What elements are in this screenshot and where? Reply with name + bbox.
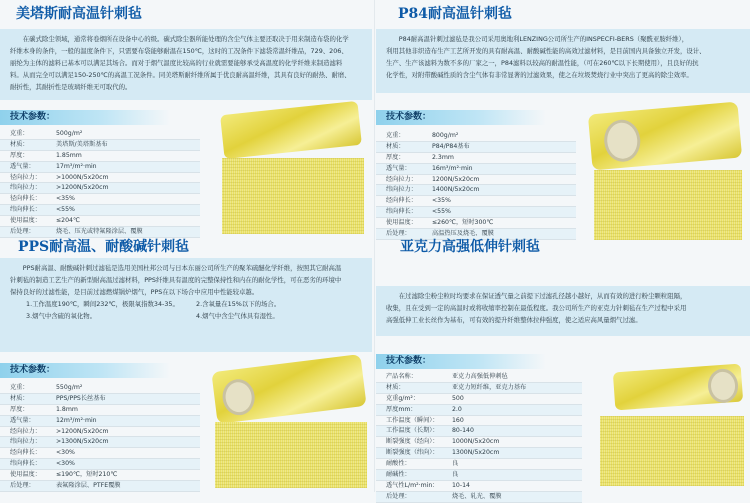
spec-row bbox=[376, 372, 582, 383]
point-item: 2.含氧量在15%以下的场合。 bbox=[196, 300, 281, 308]
spec-row bbox=[0, 416, 200, 427]
fabric-swatch-image bbox=[600, 416, 744, 486]
spec-row bbox=[0, 448, 200, 459]
fabric-swatch-image bbox=[215, 422, 367, 488]
panel-p84 bbox=[376, 0, 750, 248]
spec-key: 材质： bbox=[386, 142, 405, 150]
spec-key: 厚度： bbox=[386, 153, 405, 161]
spec-key: 透气量： bbox=[386, 164, 411, 172]
spec-row bbox=[376, 492, 582, 503]
desc-line: 收集，且在受到一定的高温时或将收缩率控制在最低程度。我公司所生产的亚克力针刺毡在生产过程中采用 bbox=[386, 304, 687, 312]
spec-key: 断裂强度（纬向）： bbox=[386, 449, 439, 457]
spec-value: 12m³/m²·min bbox=[56, 416, 97, 424]
spec-row bbox=[376, 416, 582, 427]
spec-row bbox=[0, 162, 200, 173]
desc-line: 保持良好的过滤性能，是目前过滤燃煤锅炉烟气，PPS在以下场合中应用中性能较卓越。 bbox=[10, 288, 259, 296]
spec-key: 后处理： bbox=[10, 482, 35, 490]
spec-key: 后处理： bbox=[386, 492, 411, 500]
spec-value: 500g/m² bbox=[56, 130, 83, 137]
spec-key: 克重： bbox=[386, 132, 405, 139]
spec-row bbox=[0, 129, 200, 140]
spec-value: 高温热压及烧毛、覆膜 bbox=[432, 230, 494, 238]
spec-key: 纬向伸长： bbox=[10, 460, 41, 468]
point-item: 1.工作温度190℃，瞬间232℃，极限氧指数34-35。 bbox=[26, 300, 179, 308]
spec-value: 160 bbox=[452, 416, 464, 424]
fabric-swatch-image bbox=[222, 158, 364, 234]
spec-row bbox=[0, 173, 200, 184]
spec-value: <55% bbox=[432, 208, 451, 216]
spec-key: 纬向伸长： bbox=[10, 206, 41, 214]
desc-line: 针刺毡的制造工艺生产的新型耐高温过滤材料，PPS纤维具有温度的完整保持性和内在的耐化学性，可在恶劣的环境中 bbox=[10, 276, 342, 284]
spec-value: <30% bbox=[56, 460, 75, 468]
spec-value: 1300N/5x20cm bbox=[452, 449, 500, 457]
spec-row bbox=[0, 383, 200, 394]
spec-value: 烧毛、轧光、覆膜 bbox=[452, 492, 502, 500]
spec-key: 经向伸长： bbox=[10, 449, 41, 457]
spec-value: 10-14 bbox=[452, 481, 470, 489]
panel-description bbox=[0, 29, 372, 100]
spec-key: 材质： bbox=[10, 394, 29, 402]
spec-row bbox=[0, 470, 200, 481]
spec-table bbox=[0, 129, 200, 238]
desc-line: 生产、生产该滤料为数不多的厂家之一，P84滤料以较高的耐温性能，（可在260℃以下长期使用），且良好的抗 bbox=[386, 59, 699, 67]
desc-line: 料。从而完全可以满足150-250℃的高温工况条件。同美塔斯耐纤维所属于优良耐高温纤维，其具有良好的耐热、耐磨、 bbox=[10, 71, 351, 79]
spec-value: 1200N/5x20cm bbox=[432, 175, 480, 183]
spec-key: 纬向拉力： bbox=[10, 184, 41, 192]
desc-line: PPS耐高温、耐酸碱针刺过滤毡是选用美国杜邦公司与日本东丽公司所生产的聚苯硫醚化学纤维，按照其它耐高温 bbox=[22, 264, 342, 272]
spec-key: 厚度： bbox=[10, 151, 29, 159]
filter-bag-image bbox=[211, 354, 366, 424]
panel-title: 亚克力高强低伸针刺毡 bbox=[400, 239, 540, 255]
spec-value: 2.0 bbox=[452, 405, 462, 413]
spec-row bbox=[376, 481, 582, 492]
spec-row bbox=[376, 437, 582, 448]
spec-key: 厚度mm： bbox=[386, 405, 417, 413]
spec-row bbox=[0, 151, 200, 162]
spec-row bbox=[0, 205, 200, 216]
panel-description bbox=[376, 29, 750, 93]
spec-key: 耐碱性： bbox=[386, 471, 411, 479]
spec-value: ≤190℃，短时210℃ bbox=[56, 471, 118, 479]
spec-row bbox=[376, 153, 576, 164]
spec-value: ≤260℃，短时300℃ bbox=[432, 219, 494, 227]
spec-value: <35% bbox=[432, 197, 451, 205]
spec-value: >1000N/5x20cm bbox=[56, 173, 109, 181]
spec-key: 使用温度： bbox=[10, 217, 41, 225]
spec-key: 克重： bbox=[10, 384, 29, 391]
spec-row bbox=[0, 427, 200, 438]
spec-row bbox=[0, 194, 200, 205]
spec-value: P84/P84基布 bbox=[432, 142, 470, 150]
panel-description bbox=[0, 258, 372, 352]
spec-value: 美塔斯/美塔斯基布 bbox=[56, 140, 108, 148]
spec-row bbox=[0, 227, 200, 238]
desc-line: 丽纶为主体的滤料已基本可以满足其场合。而对于烟气温度比较高的行业就需要能够承受高温度的化学纤维来制造滤料 bbox=[10, 59, 343, 67]
spec-value: 1.85mm bbox=[56, 151, 82, 159]
desc-line: 在过滤除尘粉尘粒时均要求在保证透气量之前提下过滤孔径越小越好，从而有效的进行粉尘颗粒阻隔， bbox=[398, 292, 687, 300]
spec-key: 纬向拉力： bbox=[10, 438, 41, 446]
points-row bbox=[10, 310, 362, 322]
spec-key: 纬向拉力： bbox=[386, 186, 417, 194]
spec-value: >1200N/5x20cm bbox=[56, 184, 109, 192]
desc-line: 耐折性，其耐折性是玻璃纤维无可取代的。 bbox=[10, 83, 132, 91]
spec-key: 纬向伸长： bbox=[386, 208, 417, 216]
spec-key: 克重g/m²： bbox=[386, 394, 420, 402]
spec-row bbox=[376, 470, 582, 481]
point-item: 4.烟气中含尘气体具有湿性。 bbox=[196, 312, 279, 320]
spec-value: 亚克力短纤维，亚克力基布 bbox=[452, 383, 527, 391]
spec-key: 经向拉力： bbox=[386, 175, 417, 183]
spec-row bbox=[0, 183, 200, 194]
spec-value: 良 bbox=[452, 460, 459, 468]
spec-value: 550g/m² bbox=[56, 384, 83, 391]
spec-key: 耐酸性： bbox=[386, 460, 411, 468]
fabric-swatch-image bbox=[594, 170, 742, 240]
desc-line: P84耐高温针刺过滤毡是我公司采用奥地利LENZING公司所生产的INSPECFI-BERS（聚酰亚胺纤维）， bbox=[398, 35, 689, 43]
spec-value: <30% bbox=[56, 449, 75, 457]
panel-description bbox=[376, 286, 750, 336]
panel-title: 美塔斯耐高温针刺毡 bbox=[16, 6, 142, 22]
spec-key: 径向伸长： bbox=[10, 195, 41, 203]
spec-row bbox=[376, 207, 576, 218]
desc-line: 高强低伸工业长丝作为基布，可有效的提升纤维整体拉伸强度，使之适应高风量烟气过滤。 bbox=[386, 316, 642, 324]
spec-row bbox=[376, 383, 582, 394]
spec-row bbox=[376, 426, 582, 437]
panel-pps bbox=[0, 239, 372, 492]
desc-line: 化学性，对附带酸碱性质的含尘气体有非常显著的过滤效果，使之在垃圾焚烧行业中突出了更高的除尘效率。 bbox=[386, 71, 693, 79]
spec-value: 800g/m² bbox=[432, 132, 459, 139]
spec-key: 经向拉力： bbox=[10, 427, 41, 435]
panel-title: PPS耐高温、耐酸碱针刺毡 bbox=[18, 239, 190, 255]
spec-table bbox=[0, 383, 200, 492]
spec-header: 技术参数： bbox=[376, 354, 546, 369]
spec-row bbox=[0, 459, 200, 470]
spec-value: 17m³/m²·min bbox=[56, 162, 97, 170]
spec-value: >1300N/5x20cm bbox=[56, 438, 109, 446]
bag-ring bbox=[602, 118, 642, 163]
desc-line: 利用其他非织造布生产工艺所开发的具有耐高温、耐酸碱性能的高效过滤材料，是目前国内具备独立开发，设计、 bbox=[386, 47, 706, 55]
spec-key: 材质： bbox=[10, 140, 29, 148]
spec-row bbox=[376, 131, 576, 142]
spec-key: 透气量： bbox=[10, 162, 35, 170]
desc-line: 纤维本身的条件，一般的温度条件下，只需要布袋能够耐温在150℃，这时的工况条件下滤袋常温纤维品，729、206、 bbox=[10, 47, 348, 55]
filter-bag-image bbox=[613, 364, 743, 411]
spec-row bbox=[376, 459, 582, 470]
spec-header: 技术参数： bbox=[0, 363, 170, 378]
spec-value: 1000N/5x20cm bbox=[452, 438, 500, 446]
spec-key: 透气量： bbox=[10, 416, 35, 424]
spec-key: 经向伸长： bbox=[386, 197, 417, 205]
spec-value: 烧毛、压光或特氟隆涂层、覆膜 bbox=[56, 228, 143, 236]
spec-row bbox=[0, 216, 200, 227]
spec-row bbox=[376, 218, 576, 229]
spec-row bbox=[0, 394, 200, 405]
bag-ring bbox=[221, 377, 257, 417]
spec-key: 透气性L/m²·min： bbox=[386, 481, 439, 489]
points-row bbox=[10, 298, 362, 310]
spec-value: ≤204℃ bbox=[56, 217, 80, 225]
spec-value: PPS/PPS长丝基布 bbox=[56, 394, 106, 402]
spec-row bbox=[0, 437, 200, 448]
spec-value: 2.3mm bbox=[432, 153, 454, 161]
spec-row bbox=[376, 142, 576, 153]
spec-key: 工作温度（瞬间）： bbox=[386, 416, 439, 424]
spec-value: 表氟隆涂层、PTFE覆膜 bbox=[56, 482, 121, 490]
spec-key: 材质： bbox=[386, 383, 405, 391]
panel-metamax bbox=[0, 0, 372, 248]
spec-row bbox=[376, 394, 582, 405]
spec-key: 工作温度（长期）： bbox=[386, 427, 439, 435]
spec-value: >1200N/5x20cm bbox=[56, 427, 109, 435]
spec-row bbox=[376, 185, 576, 196]
spec-key: 厚度： bbox=[10, 405, 29, 413]
panel-title: P84耐高温针刺毡 bbox=[398, 6, 513, 22]
spec-value: 1.8mm bbox=[56, 405, 78, 413]
spec-value: 亚克力高强低伸刺毡 bbox=[452, 373, 508, 380]
bag-ring bbox=[707, 368, 739, 404]
spec-header: 技术参数： bbox=[0, 110, 170, 125]
spec-key: 后处理： bbox=[386, 230, 411, 238]
spec-row bbox=[0, 405, 200, 416]
spec-value: 500 bbox=[452, 394, 464, 402]
spec-row bbox=[0, 481, 200, 492]
spec-row bbox=[376, 448, 582, 459]
spec-table bbox=[376, 372, 582, 503]
center-divider bbox=[374, 0, 375, 492]
spec-row bbox=[0, 140, 200, 151]
spec-key: 断裂强度（经向）： bbox=[386, 438, 439, 446]
spec-value: 16m³/m²·min bbox=[432, 164, 473, 172]
point-item: 3.烟气中含硫的氧化物。 bbox=[26, 312, 97, 320]
spec-value: 良 bbox=[452, 471, 459, 479]
spec-header: 技术参数： bbox=[376, 110, 546, 125]
spec-row bbox=[376, 175, 576, 186]
spec-row bbox=[376, 164, 576, 175]
spec-row bbox=[376, 405, 582, 416]
spec-table bbox=[376, 131, 576, 240]
spec-key: 使用温度： bbox=[10, 471, 41, 479]
spec-value: 1400N/5x20cm bbox=[432, 186, 480, 194]
spec-row bbox=[376, 196, 576, 207]
spec-key: 产品名称： bbox=[386, 373, 417, 380]
panel-acrylic bbox=[376, 239, 750, 500]
spec-value: <35% bbox=[56, 195, 75, 203]
filter-bag-image bbox=[220, 101, 362, 159]
spec-value: 80-140 bbox=[452, 427, 474, 435]
spec-key: 克重： bbox=[10, 130, 29, 137]
desc-line: 在碳式除尘领域，通常将卷烟所在设备中心的级。碳式除尘器所能处理的含尘气体主要还取决于用来制造布袋的化学 bbox=[22, 35, 349, 43]
spec-value: <55% bbox=[56, 206, 75, 214]
spec-key: 使用温度： bbox=[386, 219, 417, 227]
filter-bag-image bbox=[588, 102, 742, 171]
spec-key: 后处理： bbox=[10, 228, 35, 236]
spec-key: 径向拉力： bbox=[10, 173, 41, 181]
